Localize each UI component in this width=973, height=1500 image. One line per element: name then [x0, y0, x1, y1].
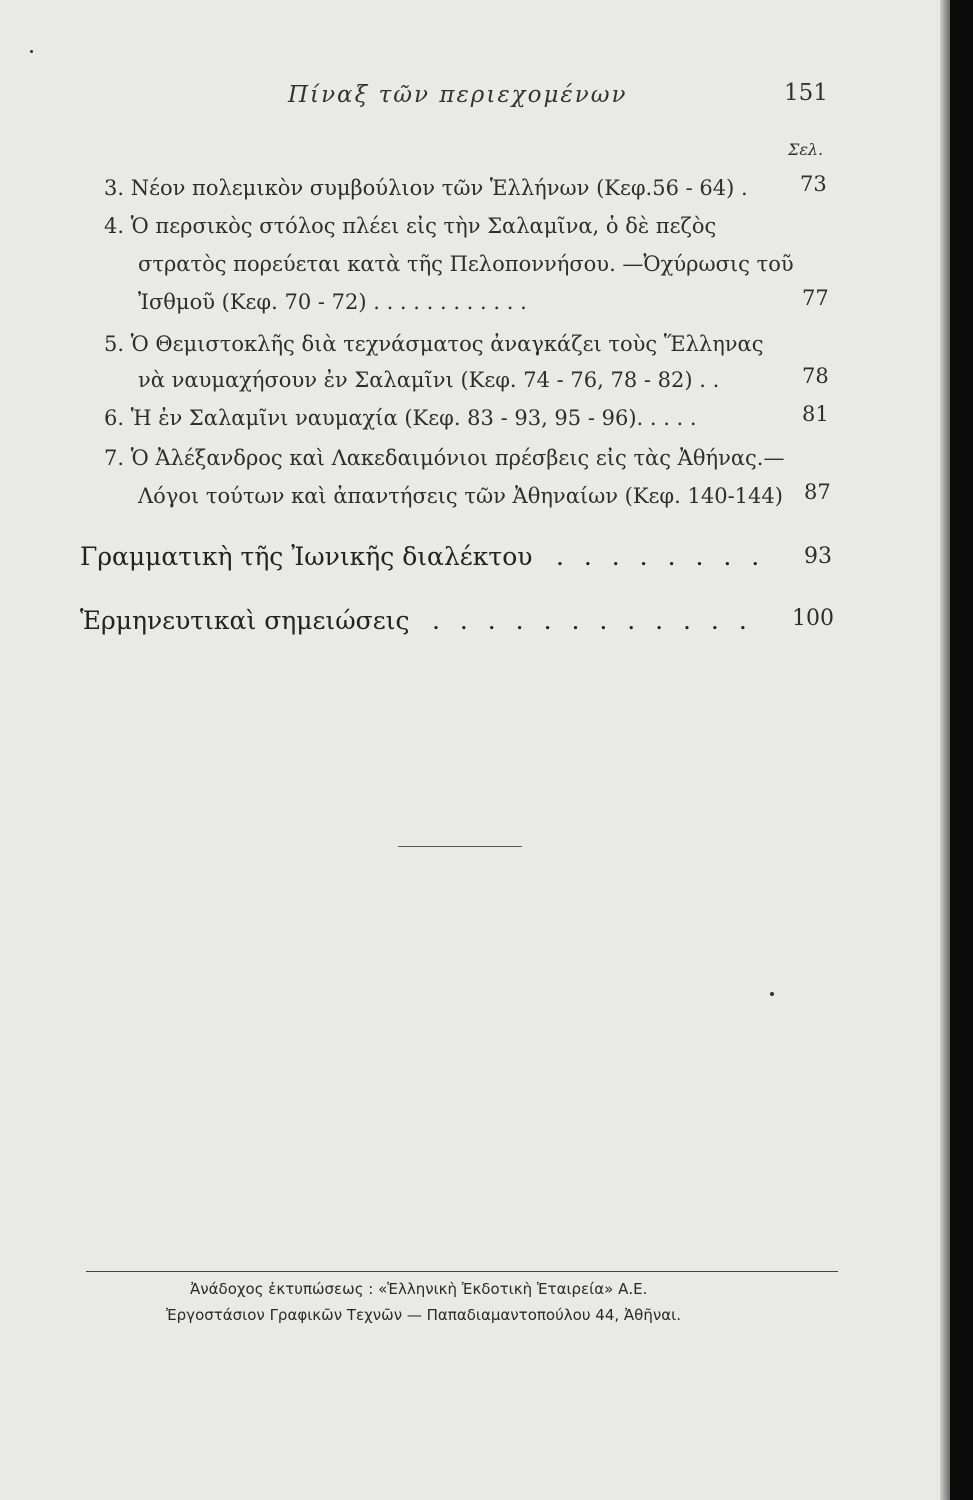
section-notes-title: Ἑρμηνευτικαὶ σημειώσεις	[80, 606, 410, 635]
toc-entry-5-line-2: νὰ ναυμαχήσουν ἐν Σαλαμῖνι (Κεφ. 74 - 76, 78 - 82) . .	[138, 368, 720, 392]
end-rule	[398, 846, 522, 847]
section-notes-page: 100	[792, 606, 834, 631]
section-grammar-page: 93	[804, 544, 832, 569]
toc-entry-5-line-1: 5. Ὁ Θεμιστοκλῆς διὰ τεχνάσματος ἀναγκάζει τοὺς Ἕλληνας	[104, 332, 764, 356]
scan-border	[950, 0, 973, 1500]
toc-entry-4-line-3: Ἰσθμοῦ (Κεφ. 70 - 72) . . . . . . . . . . . .	[138, 290, 527, 314]
page-column-label: Σελ.	[788, 140, 824, 159]
toc-entry-6-page: 81	[802, 402, 829, 426]
toc-entry-7-line-2: Λόγοι τούτων καὶ ἀπαντήσεις τῶν Ἀθηναίων (Κεφ. 140-144)	[138, 484, 783, 508]
toc-entry-3-page: 73	[800, 172, 827, 196]
toc-entry-4-line-1: 4. Ὁ περσικὸς στόλος πλέει εἰς τὴν Σαλαμῖνα, ὁ δὲ πεζὸς	[104, 214, 717, 238]
paper-speck	[30, 50, 33, 53]
toc-entry-7-line-1: 7. Ὁ Ἀλέξανδρος καὶ Λακεδαιμόνιοι πρέσβεις εἰς τὰς Ἀθήνας.—	[104, 446, 785, 470]
toc-entry-7-page: 87	[804, 480, 831, 504]
toc-entry-4-line-2: στρατὸς πορεύεται κατὰ τῆς Πελοποννήσου. —Ὀχύρωσις τοῦ	[138, 252, 794, 276]
toc-entry-4-page: 77	[802, 286, 829, 310]
toc-entry-3-line-1: 3. Νέον πολεμικὸν συμβούλιον τῶν Ἑλλήνων (Κεφ.56 - 64) .	[104, 176, 748, 200]
imprint-line-2: Ἐργοστάσιον Γραφικῶν Τεχνῶν — Παπαδιαμαντοπούλου 44, Ἀθῆναι.	[166, 1306, 681, 1324]
toc-entry-5-page: 78	[802, 364, 829, 388]
section-notes-leader: . . . . . . . . . . . .	[432, 606, 753, 635]
section-grammar-title: Γραμματικὴ τῆς Ἰωνικῆς διαλέκτου	[80, 542, 533, 571]
page-number: 151	[784, 80, 828, 106]
toc-entry-6-line-1: 6. Ἡ ἐν Σαλαμῖνι ναυμαχία (Κεφ. 83 - 93, 95 - 96). . . . .	[104, 406, 697, 430]
section-grammar-leader: . . . . . . . .	[556, 542, 766, 571]
imprint-line-1: Ἀνάδοχος ἐκτυπώσεως : «Ἑλληνικὴ Ἐκδοτικὴ Ἑταιρεία» Α.Ε.	[190, 1280, 648, 1298]
page-edge-shadow	[940, 0, 950, 1500]
paper-speck	[770, 992, 774, 996]
imprint-rule	[86, 1271, 838, 1272]
running-title: Πίναξ τῶν περιεχομένων	[288, 82, 628, 108]
